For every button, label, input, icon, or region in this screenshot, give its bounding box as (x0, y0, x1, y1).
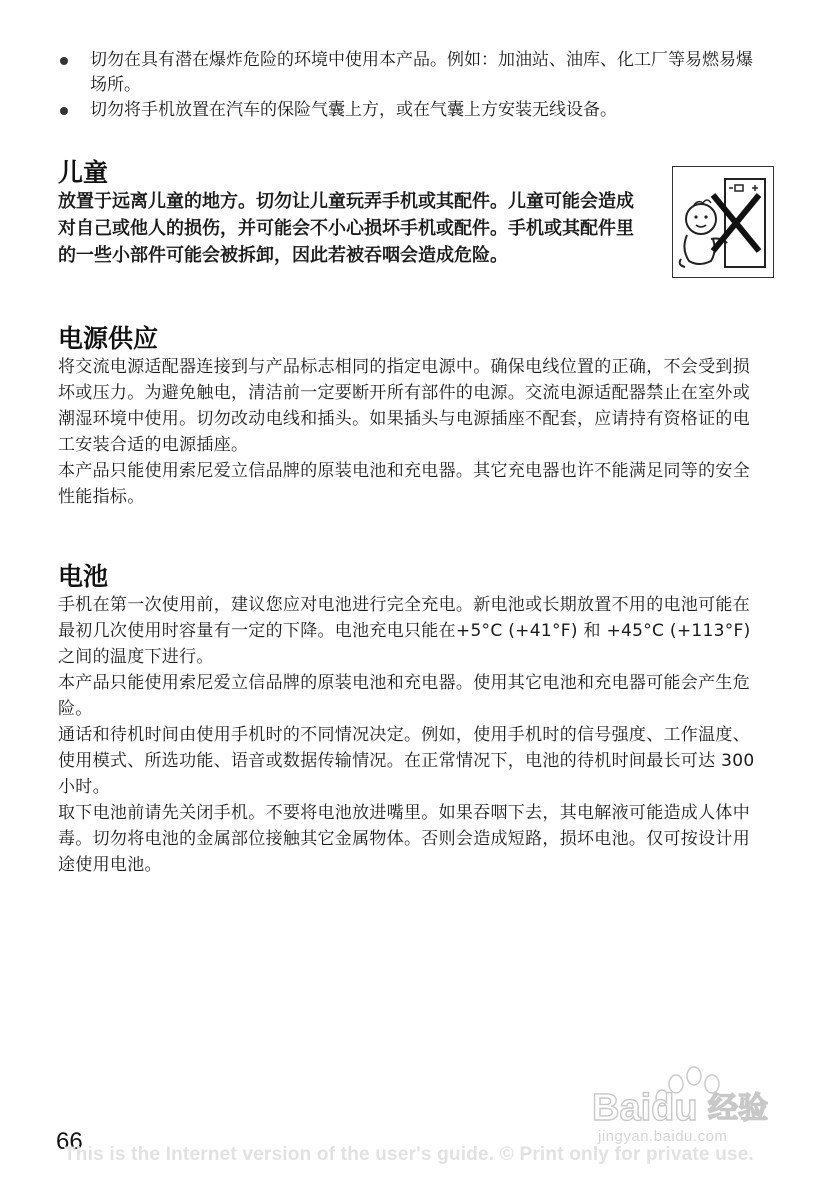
battery-section (58, 562, 762, 878)
intro-bullet-list (58, 48, 762, 123)
children-section (58, 158, 778, 269)
battery-paragraph: 手机在第一次使用前，建议您应对电池进行完全充电。新电池或长期放置不用的电池可能在最初几次使用时容量有一定的下降。电池充电只能在+5°C (+41°F) 和 +45°C (+113°F) 之间的温度下进行。 (58, 595, 751, 667)
children-warning-text: 放置于远离儿童的地方。切勿让儿童玩弄手机或其配件。儿童可能会造成对自己或他人的损伤，并可能会不小心损坏手机或配件。手机或其配件里的一些小部件可能会被拆卸，因此若被吞咽会造成危险。 (58, 191, 634, 266)
watermark-url: jingyan.baidu.com (598, 1128, 728, 1145)
section-heading-children: 儿童 (58, 158, 109, 187)
power-section (58, 324, 762, 510)
watermark-logo-suffix: 经验 (708, 1092, 768, 1125)
page-content (58, 48, 762, 123)
battery-paragraph: 通话和待机时间由使用手机时的不同情况决定。例如，使用手机时的信号强度、工作温度、使用模式、所选功能、语音或数据传输情况。在正常情况下，电池的待机时间最长可达 300 小时。 (58, 725, 755, 797)
power-paragraph: 将交流电源适配器连接到与产品标志相同的指定电源中。确保电线位置的正确，不会受到损坏或压力。为避免触电，清洁前一定要断开所有部件的电源。交流电源适配器禁止在室外或潮湿环境中使用。切勿改动电线和插头。如果插头与电源插座不配套，应请持有资格证的电工安装合适的电源插座。 (58, 357, 750, 455)
page-number: 66 (56, 1128, 83, 1155)
battery-paragraph: 本产品只能使用索尼爱立信品牌的原装电池和充电器。使用其它电池和充电器可能会产生危险。 (58, 673, 750, 719)
list-item: 切勿将手机放置在汽车的保险气囊上方，或在气囊上方安装无线设备。 (58, 98, 762, 123)
no-children-warning-icon (672, 166, 774, 278)
bullet-icon (60, 57, 68, 65)
section-heading-power: 电源供应 (58, 324, 159, 353)
section-heading-battery: 电池 (58, 562, 109, 591)
battery-paragraph: 取下电池前请先关闭手机。不要将电池放进嘴里。如果吞咽下去，其电解液可能造成人体中毒。切勿将电池的金属部位接触其它金属物体。否则会造成短路，损坏电池。仅可按设计用途使用电池。 (58, 803, 750, 875)
footer-note: This is the Internet version of the user's guide. © Print only for private use. (64, 1144, 754, 1165)
list-item: 切勿在具有潜在爆炸危险的环境中使用本产品。例如：加油站、油库、化工厂等易燃易爆场所。 (58, 48, 762, 98)
bullet-icon (60, 107, 68, 115)
power-paragraph: 本产品只能使用索尼爱立信品牌的原装电池和充电器。其它充电器也许不能满足同等的安全性能指标。 (58, 461, 750, 507)
watermark-logo-text: Baidu (592, 1087, 698, 1129)
